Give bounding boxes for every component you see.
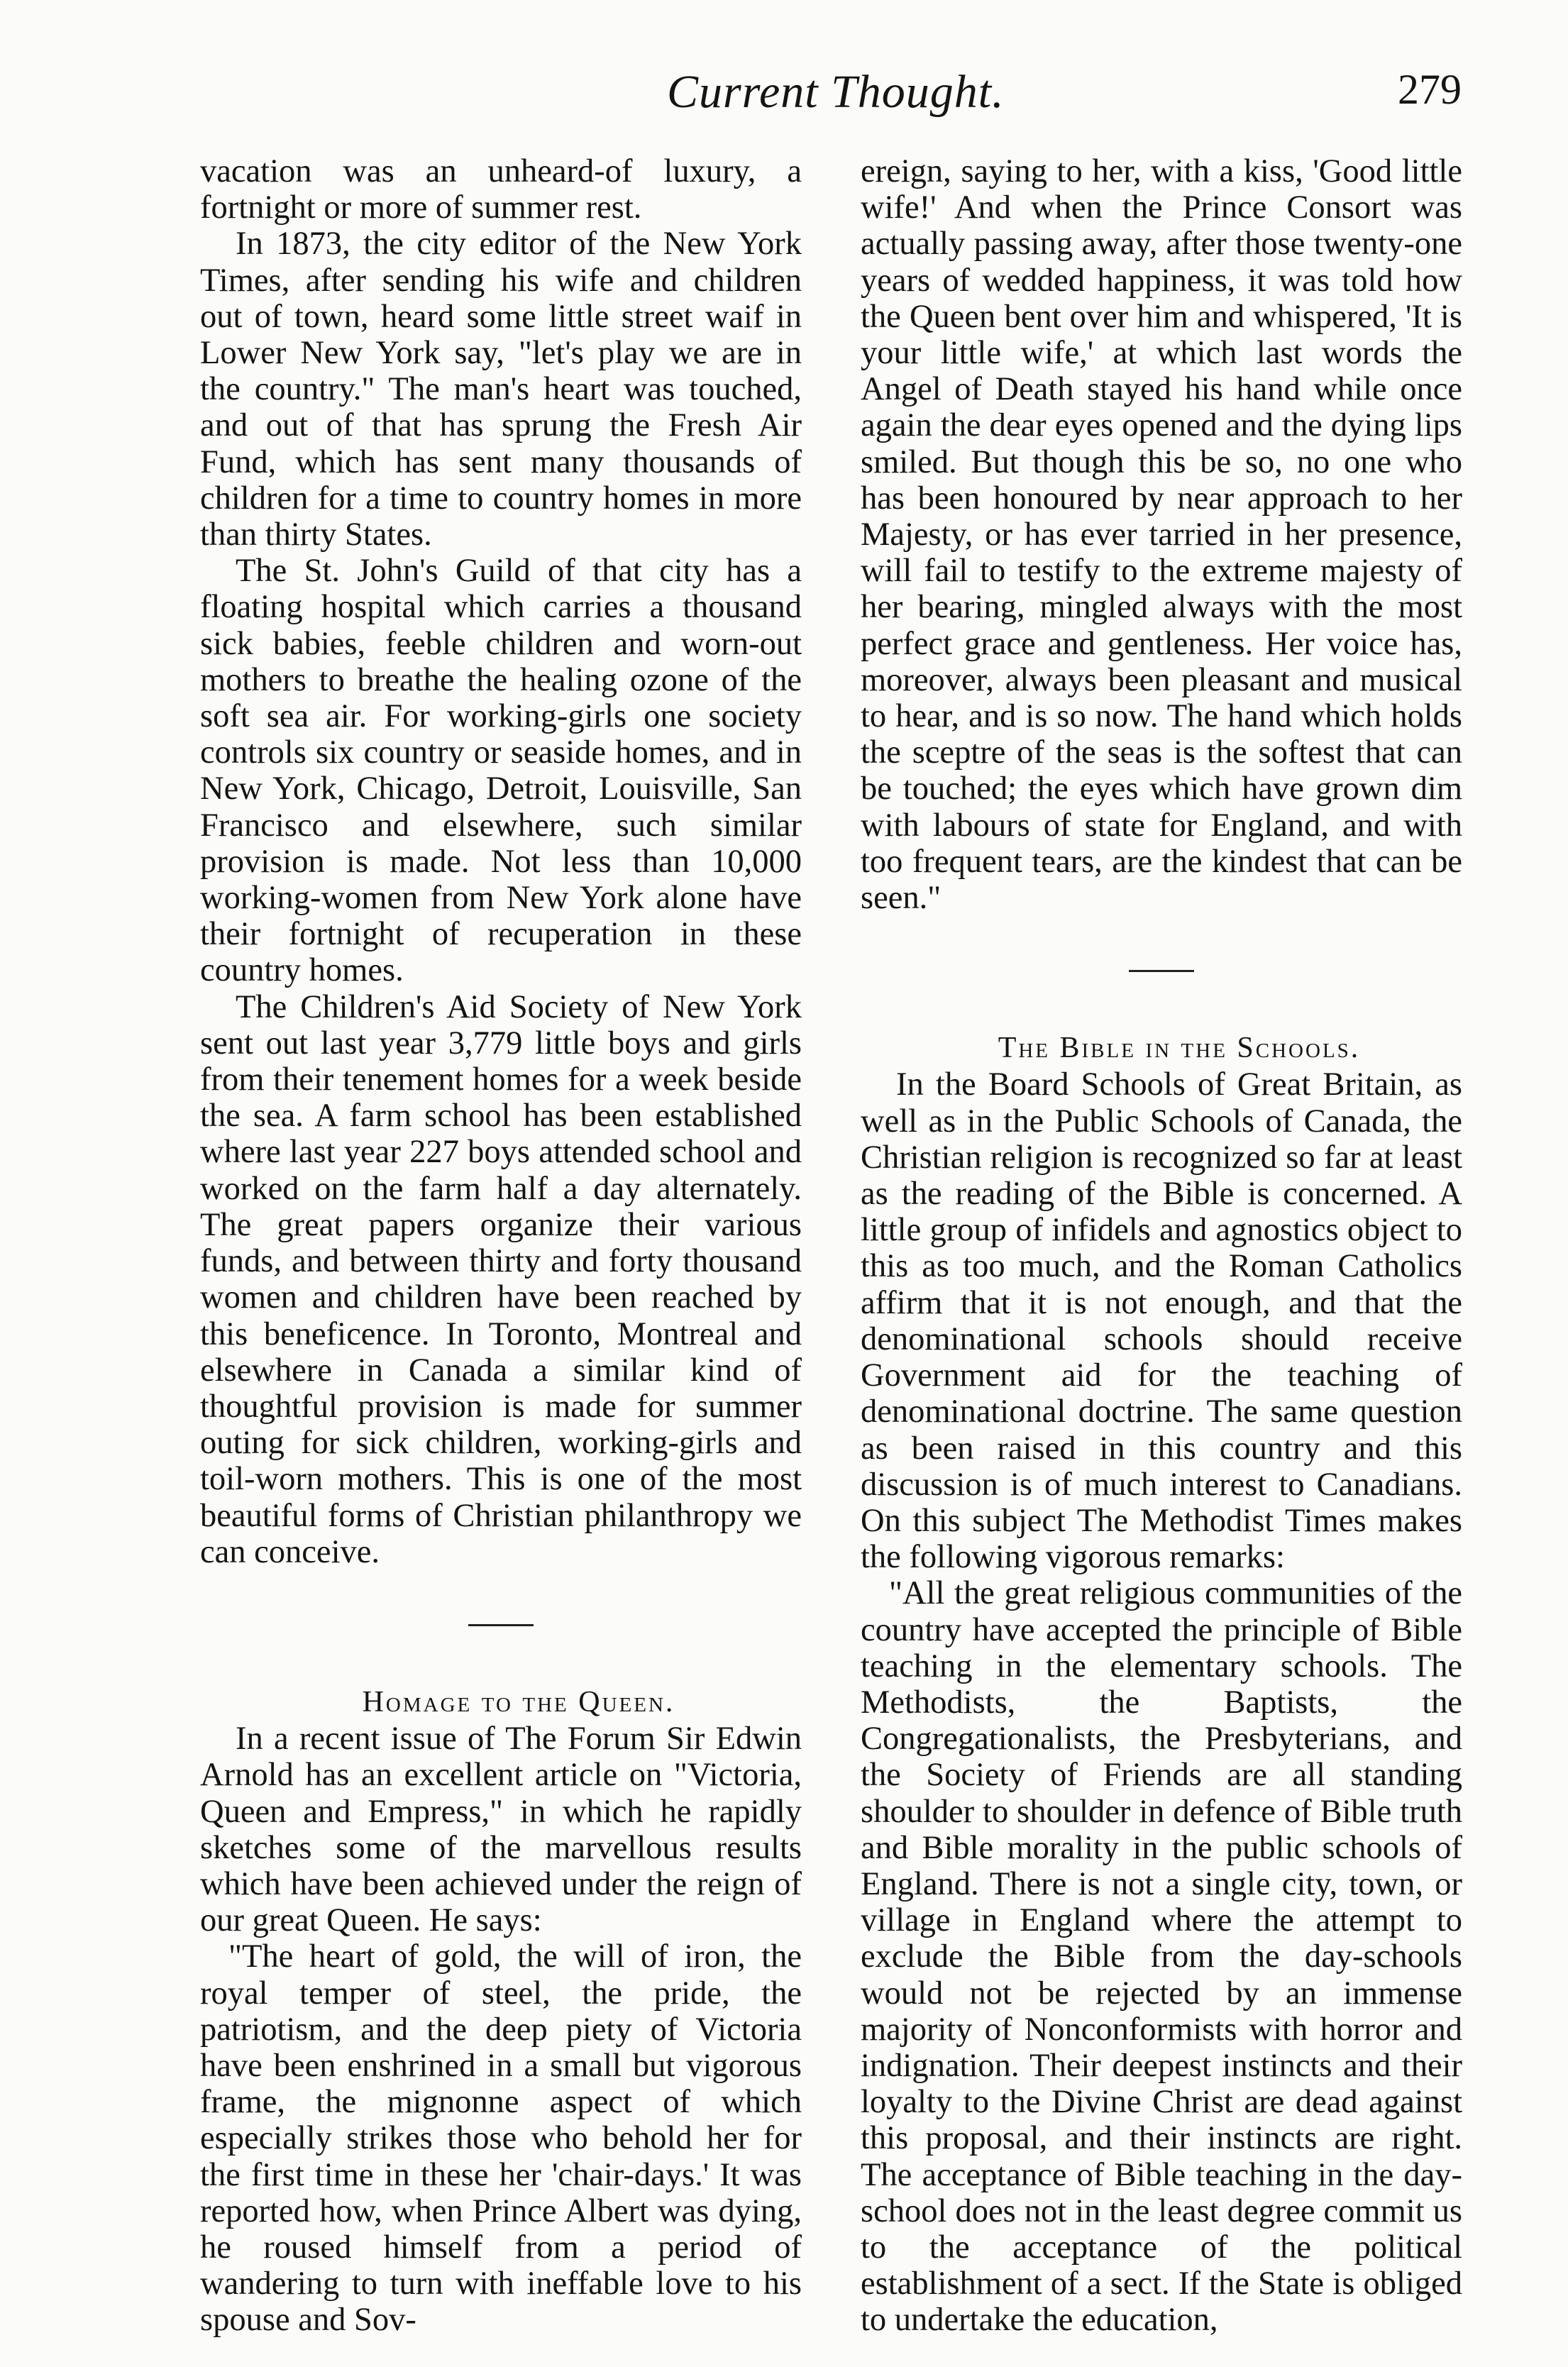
paragraph: In a recent issue of The Forum Sir Edwin Arnold has an excellent article on "Victoria, Queen and Empress," in which he rapidly sketches some of the marvellous results which have been achieved under the reign of our great Queen. He says: [200,1721,802,1939]
paragraph: vacation was an unheard-of luxury, a fortnight or more of summer rest. [200,153,802,226]
paragraph: ereign, saying to her, with a kiss, 'Good little wife!' And when the Prince Consort was actually passing away, after those twenty-one years of wedded happiness, it was told how the Queen bent over him and whispered, 'It is your little wife,' at which last words the Angel of Death stayed his hand while once again the dear eyes opened and the dying lips smiled. But though this be so, no one who has been honoured by near approach to her Majesty, or has ever tarried in her presence, will fail to testify to the extreme majesty of her bearing, mingled always with the most perfect grace and gentleness. Her voice has, moreover, always been pleasant and musical to hear, and is so now. The hand which holds the sceptre of the seas is the softest that can be touched; the eyes which have grown dim with labours of state for England, and with too frequent tears, are the kindest that can be seen." [861,153,1462,917]
section-divider [1129,970,1194,972]
page-header [199,65,1462,136]
running-title: Current Thought. [667,66,1005,118]
quote-paragraph: "All the great religious communities of the country have accepted the principle of Bible teaching in the elementary schools. The Methodists, the Baptists, the Congregationalists, the Presbyterians, and the Society of Friends are all standing shoulder to shoulder in defence of Bible truth and Bible morality in the public schools of England. There is not a single city, town, or village in England where the attempt to exclude the Bible from the day-schools would not be rejected by an immense majority of Nonconformists with horror and indignation. Their deepest instincts and their loyalty to the Divine Christ are dead against this proposal, and their instincts are right. The acceptance of Bible teaching in the day-school does not in the least degree commit us to the acceptance of the political establishment of a sect. If the State is obliged to undertake the education, [861,1575,1462,2339]
section-heading: Homage to the Queen. [362,1685,675,1718]
quote-paragraph: "The heart of gold, the will of iron, the royal temper of steel, the pride, the patriotism, and the deep piety of Victoria have been enshrined in a small but vigorous frame, the mignonne aspect of which especially strikes those who behold her for the first time in these her 'chair-days.' It was reported how, when Prince Albert was dying, he roused himself from a period of wandering to turn with ineffable love to his spouse and Sov- [200,1938,802,2339]
section-heading: The Bible in the Schools. [998,1032,1361,1065]
paragraph: In 1873, the city editor of the New York Times, after sending his wife and children out of town, heard some little street waif in Lower New York say, "let's play we are in the country." The man's heart was touched, and out of that has sprung the Fresh Air Fund, which has sent many thousands of children for a time to country homes in more than thirty States. [200,226,802,553]
section-divider [468,1624,534,1626]
paragraph: In the Board Schools of Great Britain, as well as in the Public Schools of Canada, the Christian religion is recognized so far at least as the reading of the Bible is concerned. A little group of infidels and agnostics object to this as too much, and the Roman Catholics affirm that it is not enough, and that the denominational schools should receive Government aid for the teaching of denominational doctrine. The same question as been raised in this country and this discussion is of much interest to Canadians. On this subject The Methodist Times makes the following vigorous remarks: [861,1066,1462,1576]
paragraph: The St. John's Guild of that city has a floating hospital which carries a thousand sick babies, feeble children and worn-out mothers to breathe the healing ozone of the soft sea air. For working-girls one society controls six country or seaside homes, and in New York, Chicago, Detroit, Louisville, San Francisco and elsewhere, such similar provision is made. Not less than 10,000 working-women from New York alone have their fortnight of recuperation in these country homes. [200,553,802,989]
left-column [200,153,802,2339]
page-number: 279 [1398,66,1462,113]
paragraph: The Children's Aid Society of New York sent out last year 3,779 little boys and girls from their tenement homes for a week beside the sea. A farm school has been established where last year 227 boys attended school and worked on the farm half a day alternately. The great papers organize their various funds, and between thirty and forty thousand women and children have been reached by this beneficence. In Toronto, Montreal and elsewhere in Canada a similar kind of thoughtful provision is made for summer outing for sick children, working-girls and toil-worn mothers. This is one of the most beautiful forms of Christian philanthropy we can conceive. [200,988,802,1570]
right-column [861,153,1462,2339]
